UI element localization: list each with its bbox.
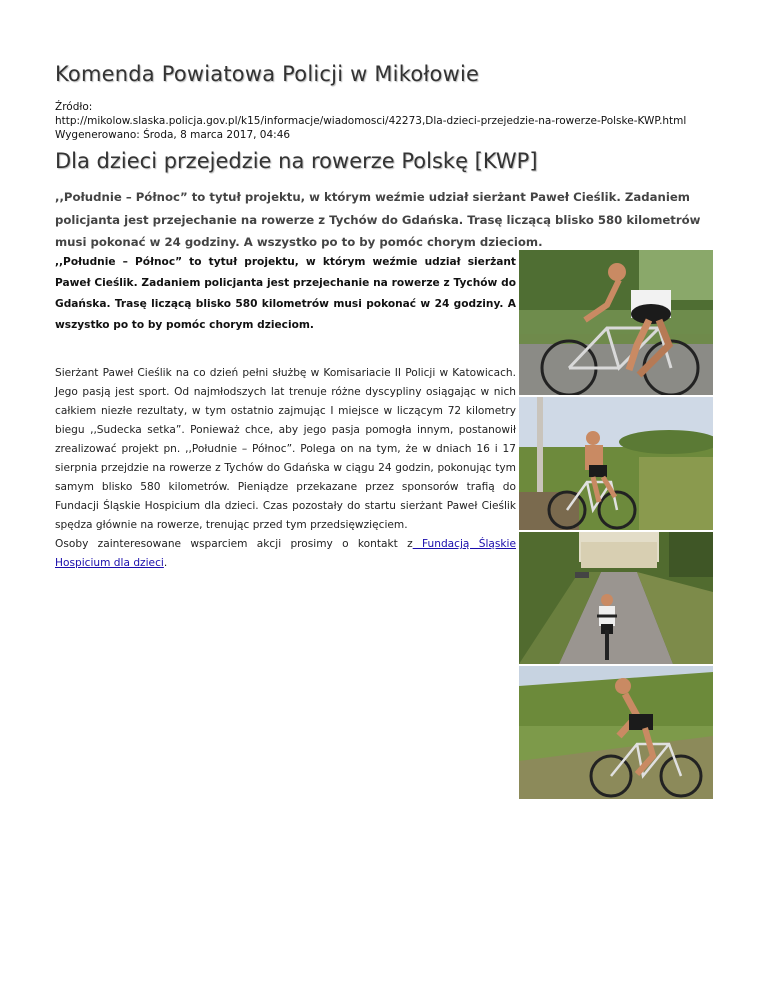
foundation-link[interactable]: Fundacją Śląskie Hospicium dla dzieci xyxy=(55,538,516,569)
article-body-column xyxy=(55,252,516,573)
photo-cyclist-road xyxy=(519,250,713,395)
photo-cyclist-slope xyxy=(519,666,713,799)
article-lead: ,,Południe – Północ” to tytuł projektu, w którym weźmie udział sierżant Paweł Cieślik. Zadaniem policjanta jest przejechanie na rowerze z Tychów do Gdańska. Trasę liczącą blisko 580 kilometrów musi pokonać w 24 godziny. A wszystko po to by pomóc chorym dzieciom. xyxy=(55,190,701,249)
site-title: Komenda Powiatowa Policji w Mikołowie xyxy=(55,62,480,86)
source-meta xyxy=(55,100,686,142)
source-label: Źródło: xyxy=(55,101,93,113)
generated-timestamp: Wygenerowano: Środa, 8 marca 2017, 04:46 xyxy=(55,129,291,141)
contact-suffix: . xyxy=(163,557,168,569)
source-url: http://mikolow.slaska.policja.gov.pl/k15/informacje/wiadomosci/42273,Dla-dzieci-przejedzie-na-rowerze-Polske-KWP.html xyxy=(55,115,687,127)
photo-cyclist-hill xyxy=(519,397,713,530)
photo-cyclist-path xyxy=(519,532,713,664)
contact-text: Osoby zainteresowane wsparciem akcji prosimy o kontakt z xyxy=(55,538,413,550)
article-body xyxy=(55,364,516,573)
article-title: Dla dzieci przejedzie na rowerze Polskę [KWP] xyxy=(55,149,538,173)
article-body-text: Sierżant Paweł Cieślik na co dzień pełni służbę w Komisariacie II Policji w Katowicach. Jego pasją jest sport. Od najmłodszych lat trenuje różne dyscypliny osiągając w nich całkiem niezłe rezultaty, w tym ostatnio zajmując I miejsce w liczącym 72 kilometry biegu ,,Sudecka setka”. Ponieważ chce, aby jego pasja pomogła innym, postanowił zrealizować projekt pn. ,,Południe – Północ”. Polega on na tym, że w dniach 16 i 17 sierpnia przejdzie na rowerze z Tychów do Gdańska w ciągu 24 godzin, pokonując tym samym blisko 580 kilometrów. Pieniądze przekazane przez sponsorów trafią do Fundacji Śląskie Hospicium dla dzieci. Czas pozostały do startu sierżant Paweł Cieślik spędza głównie na rowerze, trenując przed tym przedsięwzięciem. xyxy=(55,367,516,531)
article-intro: ,,Południe – Północ” to tytuł projektu, w którym weźmie udział sierżant Paweł Cieślik. Zadaniem policjanta jest przejechanie na rowerze z Tychów do Gdańska. Trasę liczącą blisko 580 kilometrów musi pokonać w 24 godziny. A wszystko po to by pomóc chorym dzieciom. xyxy=(55,256,516,331)
